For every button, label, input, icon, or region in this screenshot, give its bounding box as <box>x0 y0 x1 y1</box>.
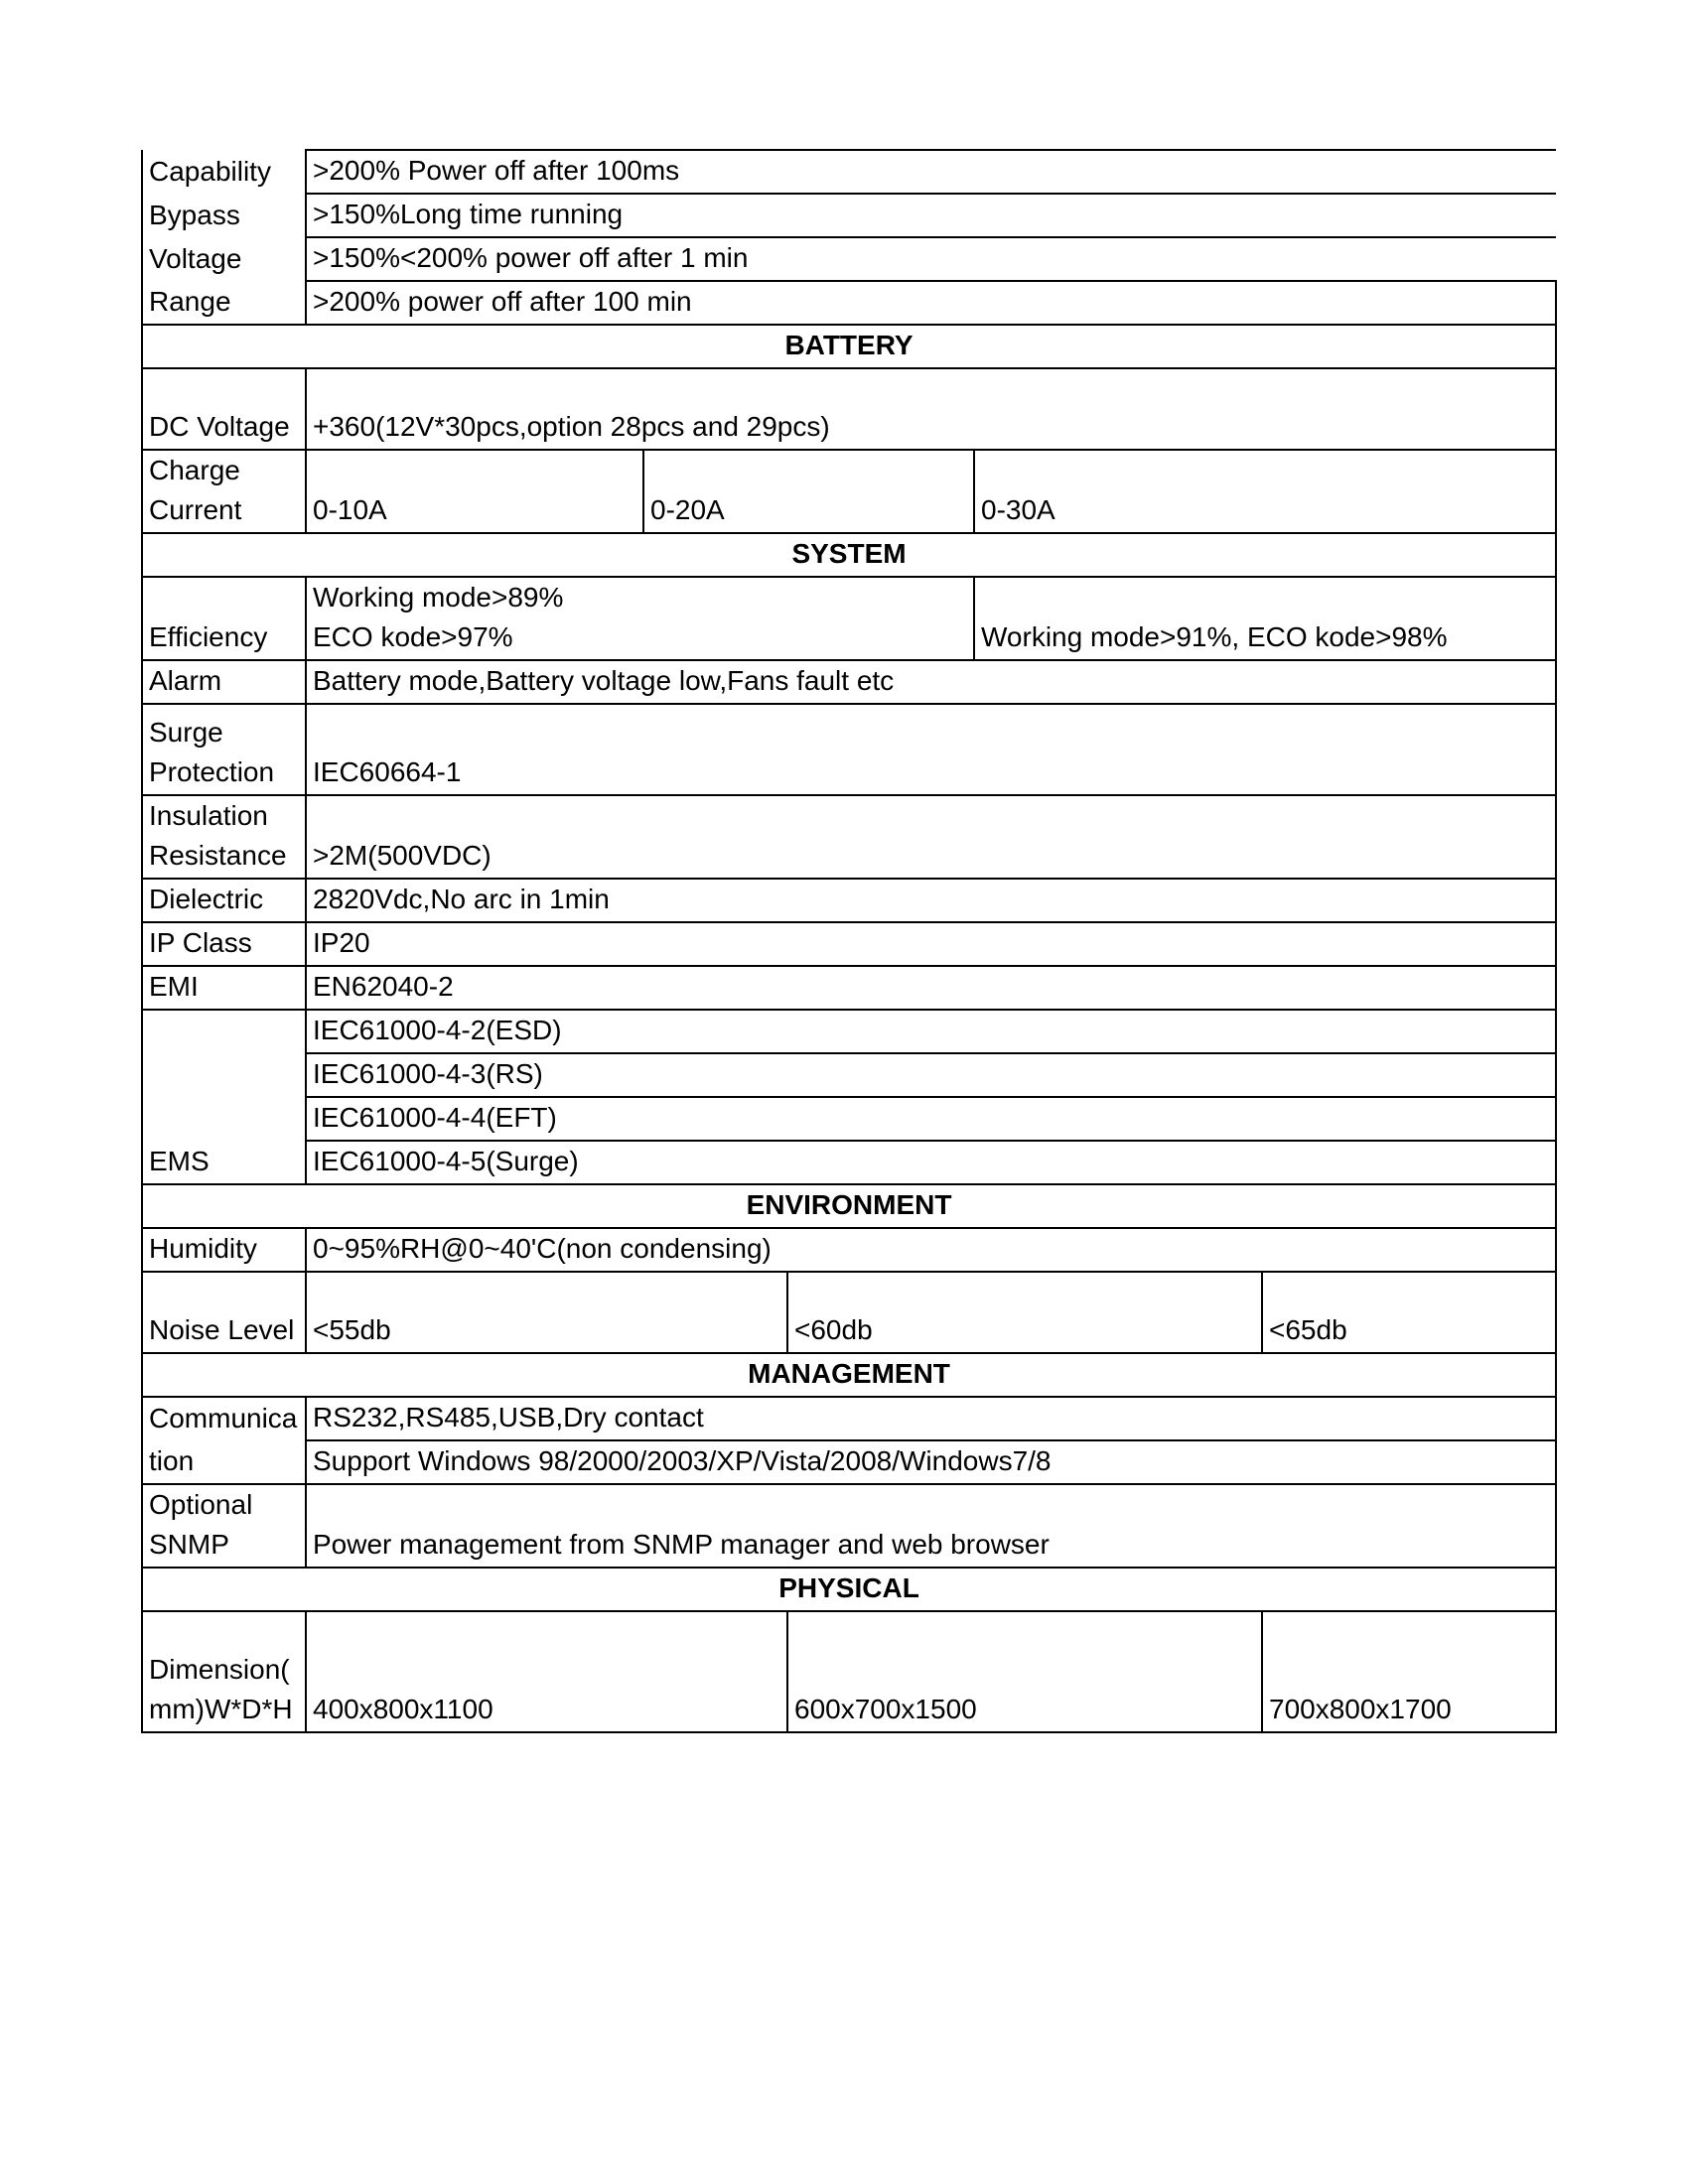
humidity-label: Humidity <box>142 1228 306 1272</box>
section-heading-system: SYSTEM <box>142 533 1556 577</box>
label-line: mm)W*D*H <box>149 1694 293 1724</box>
overload-label-line: Voltage <box>142 237 306 281</box>
charge-current-value: 0-10A <box>306 450 643 533</box>
label-line: Optional <box>149 1489 253 1520</box>
noise-level-value: <65db <box>1262 1272 1556 1353</box>
dimension-value: 700x800x1700 <box>1262 1611 1556 1732</box>
dielectric-label: Dielectric <box>142 879 306 922</box>
ip-class-value: IP20 <box>306 922 1556 966</box>
emi-value: EN62040-2 <box>306 966 1556 1010</box>
communication-label-line: Communica <box>142 1397 306 1440</box>
label-line: Dimension( <box>149 1654 290 1685</box>
noise-level-value: <55db <box>306 1272 787 1353</box>
dimension-label <box>142 1611 306 1732</box>
overload-label-line: Capability <box>142 150 306 194</box>
communication-value: RS232,RS485,USB,Dry contact <box>306 1397 1556 1440</box>
overload-label-line: Bypass <box>142 194 306 237</box>
humidity-value: 0~95%RH@0~40'C(non condensing) <box>306 1228 1556 1272</box>
overload-value: >200% power off after 100 min <box>306 281 1556 325</box>
label-line: SNMP <box>149 1529 229 1560</box>
dimension-value: 400x800x1100 <box>306 1611 787 1732</box>
ip-class-label: IP Class <box>142 922 306 966</box>
section-heading-environment: ENVIRONMENT <box>142 1184 1556 1228</box>
surge-protection-label <box>142 704 306 795</box>
efficiency-value-b: Working mode>91%, ECO kode>98% <box>974 577 1556 660</box>
noise-level-label: Noise Level <box>142 1272 306 1353</box>
charge-current-label <box>142 450 306 533</box>
label-line: Insulation <box>149 800 268 831</box>
label-line: Surge <box>149 717 223 748</box>
efficiency-line: Working mode>89% <box>313 582 564 613</box>
ems-value: IEC61000-4-4(EFT) <box>306 1097 1556 1141</box>
efficiency-line: ECO kode>97% <box>313 621 513 652</box>
surge-protection-value: IEC60664-1 <box>306 704 1556 795</box>
overload-value: >150%Long time running <box>306 194 1556 237</box>
charge-current-value: 0-20A <box>643 450 974 533</box>
noise-level-value: <60db <box>787 1272 1262 1353</box>
dc-voltage-value: +360(12V*30pcs,option 28pcs and 29pcs) <box>306 368 1556 450</box>
spec-sheet <box>141 149 1555 1733</box>
communication-value: Support Windows 98/2000/2003/XP/Vista/2008/Windows7/8 <box>306 1440 1556 1484</box>
ems-value: IEC61000-4-5(Surge) <box>306 1141 1556 1184</box>
spec-table <box>141 149 1557 1733</box>
dc-voltage-label: DC Voltage <box>142 368 306 450</box>
communication-label-line: tion <box>142 1440 306 1484</box>
dimension-value: 600x700x1500 <box>787 1611 1262 1732</box>
ems-label: EMS <box>142 1010 306 1184</box>
label-line: Protection <box>149 756 275 787</box>
ems-value: IEC61000-4-3(RS) <box>306 1053 1556 1097</box>
alarm-label: Alarm <box>142 660 306 704</box>
label-line: Charge <box>149 455 240 485</box>
emi-label: EMI <box>142 966 306 1010</box>
charge-current-value: 0-30A <box>974 450 1556 533</box>
section-heading-physical: PHYSICAL <box>142 1568 1556 1611</box>
efficiency-label: Efficiency <box>142 577 306 660</box>
overload-value: >200% Power off after 100ms <box>306 150 1556 194</box>
optional-snmp-value: Power management from SNMP manager and web browser <box>306 1484 1556 1568</box>
ems-value: IEC61000-4-2(ESD) <box>306 1010 1556 1053</box>
insulation-resistance-label <box>142 795 306 879</box>
section-heading-battery: BATTERY <box>142 325 1556 368</box>
overload-value: >150%<200% power off after 1 min <box>306 237 1556 281</box>
overload-label-line: Range <box>142 281 306 325</box>
alarm-value: Battery mode,Battery voltage low,Fans fault etc <box>306 660 1556 704</box>
dielectric-value: 2820Vdc,No arc in 1min <box>306 879 1556 922</box>
insulation-resistance-value: >2M(500VDC) <box>306 795 1556 879</box>
label-line: Resistance <box>149 840 287 871</box>
optional-snmp-label <box>142 1484 306 1568</box>
efficiency-value-a <box>306 577 974 660</box>
label-line: Current <box>149 494 242 525</box>
section-heading-management: MANAGEMENT <box>142 1353 1556 1397</box>
